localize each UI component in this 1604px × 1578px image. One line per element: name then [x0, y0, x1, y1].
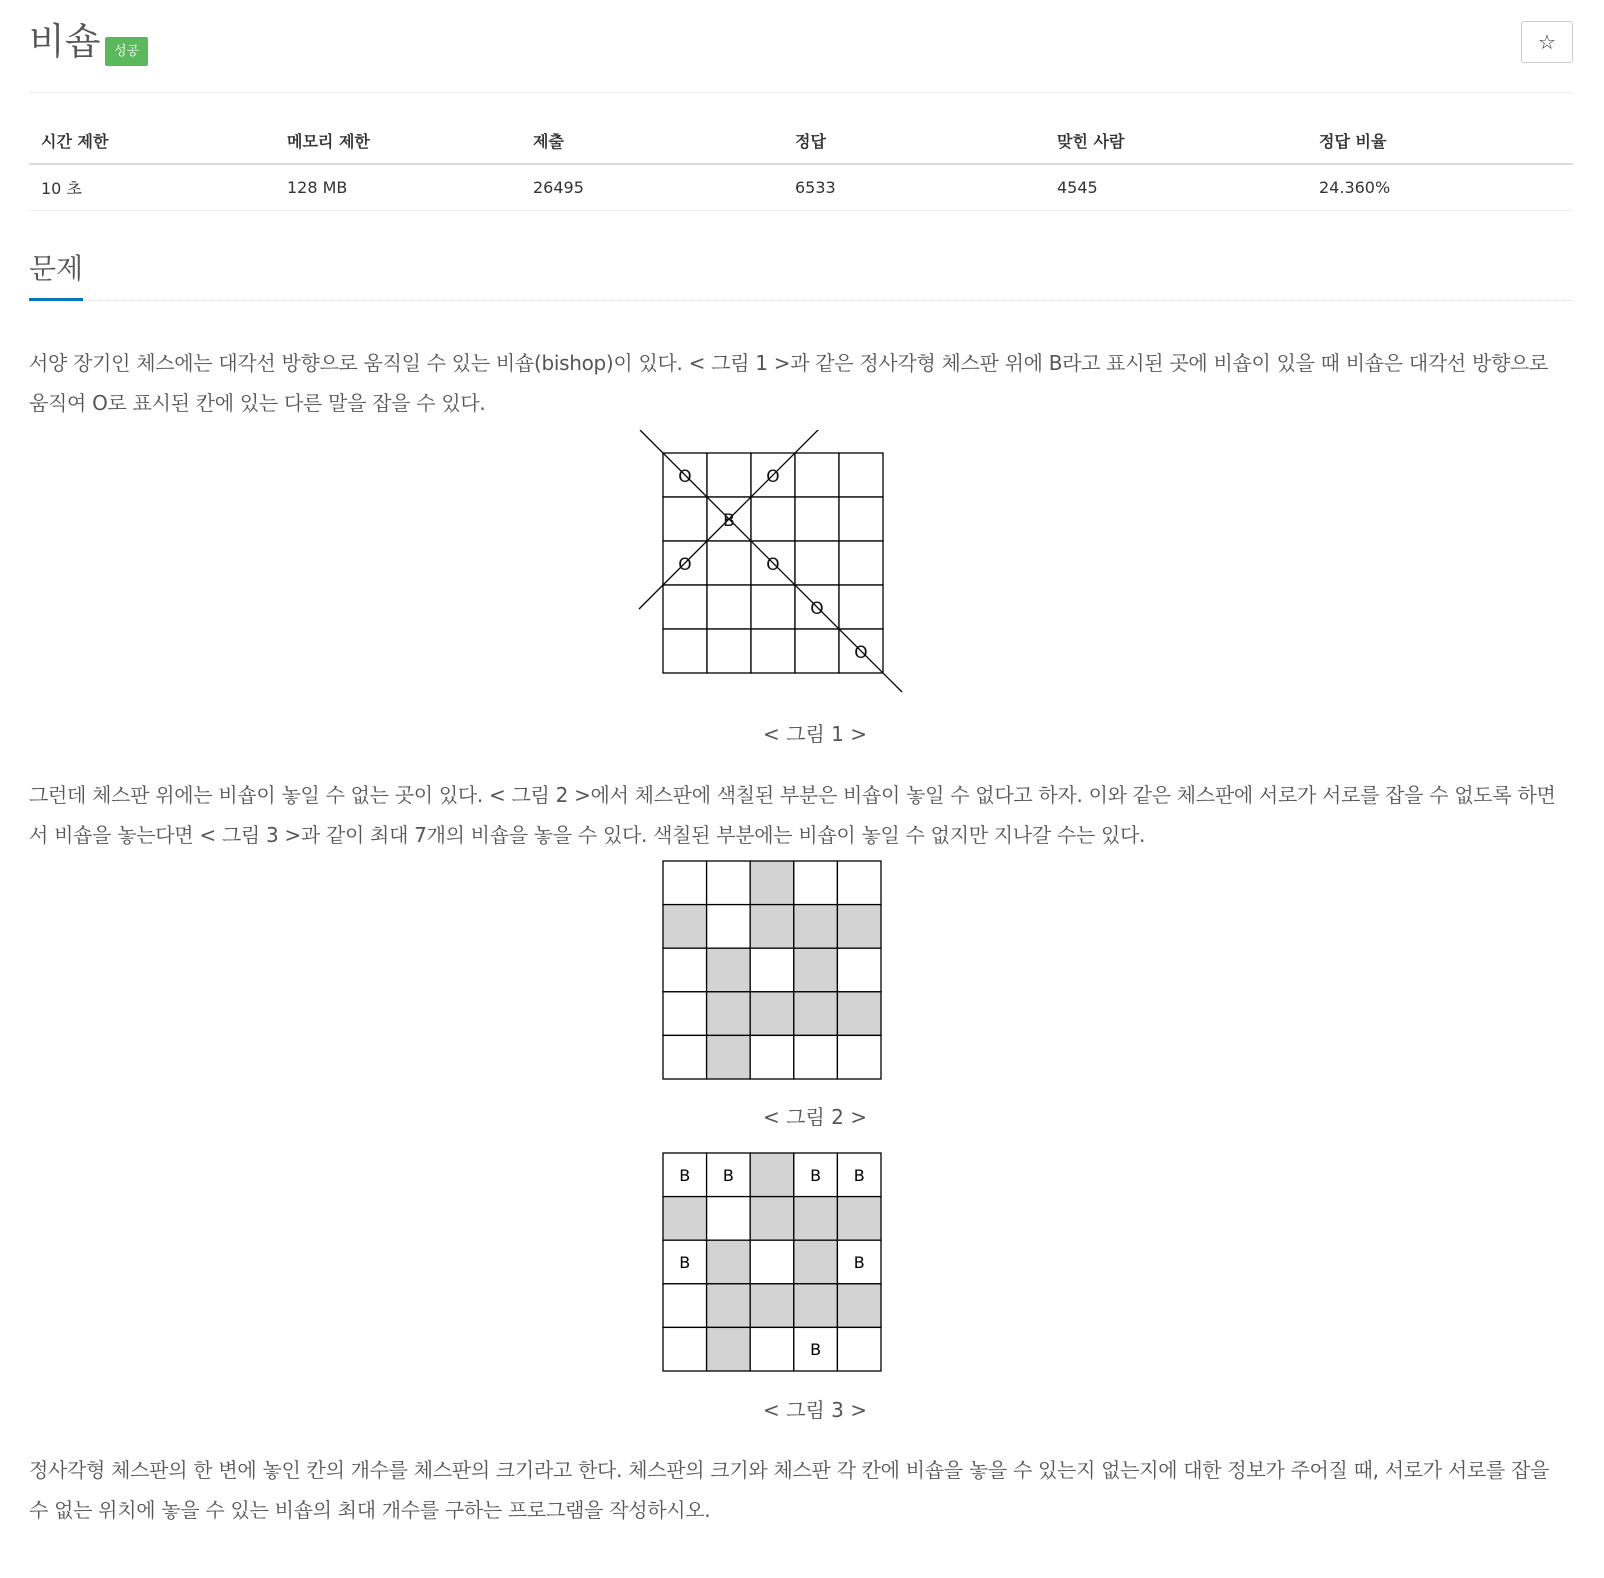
figure-3-chessboard: [662, 1152, 884, 1372]
board-cell: [750, 1284, 794, 1328]
board-cell: [663, 1035, 707, 1079]
header-accepted: 정답: [783, 118, 1045, 164]
star-button[interactable]: [1521, 21, 1573, 63]
info-header-row: [29, 118, 1573, 164]
header-accept-ratio: 정답 비율: [1307, 118, 1573, 164]
header-submissions: 제출: [521, 118, 783, 164]
board-cell: [750, 1240, 794, 1284]
board-cell: [663, 629, 707, 673]
capture-mark: O: [810, 599, 824, 619]
info-value-row: [29, 164, 1573, 211]
board-cell: [707, 585, 751, 629]
board-cell: [707, 905, 751, 949]
board-cell: [795, 453, 839, 497]
board-cell: [663, 992, 707, 1036]
board-cell: [751, 497, 795, 541]
value-time-limit: 10 초: [29, 164, 275, 211]
problem-paragraph-1: 서양 장기인 체스에는 대각선 방향으로 움직일 수 있는 비숍(bishop)이 있다. < 그림 1 >과 같은 정사각형 체스판 위에 B라고 표시된 곳에 비숍이 있을 때 비숍은 대각선 방향으로 움직여 O로 표시된 칸에 있는 다른 말을 잡을 수 있다.: [29, 351, 1549, 415]
bishop-mark: B: [810, 1165, 822, 1185]
board-cell: [794, 1284, 838, 1328]
problem-paragraph-2: 그런데 체스판 위에는 비숍이 놓일 수 없는 곳이 있다. < 그림 2 >에서 체스판에 색칠된 부분은 비숍이 놓일 수 없다고 하자. 이와 같은 체스판에 서로가 서로를 잡을 수 없도록 하면서 비숍을 놓는다면 < 그림 3 >과 같이 최대 7개의 비숍을 놓을 수 있다. 색칠된 부분에는 비숍이 놓일 수 없지만 지나갈 수는 있다.: [29, 783, 1556, 847]
board-cell: [750, 992, 794, 1036]
board-cell: [707, 1197, 751, 1241]
board-cell: [663, 948, 707, 992]
board-cell: [794, 861, 838, 905]
board-cell: [794, 948, 838, 992]
board-cell: [837, 1197, 881, 1241]
bishop-mark: B: [679, 1165, 691, 1185]
bishop-mark: B: [810, 1340, 822, 1360]
header-time-limit: 시간 제한: [29, 118, 275, 164]
capture-mark: O: [854, 643, 868, 663]
board-cell: [794, 1035, 838, 1079]
capture-mark: O: [678, 467, 692, 487]
value-submissions: 26495: [521, 164, 783, 211]
capture-mark: O: [678, 555, 692, 575]
board-cell: [750, 1153, 794, 1197]
board-cell: [794, 905, 838, 949]
value-memory-limit: 128 MB: [275, 164, 521, 211]
board-cell: [839, 541, 883, 585]
board-cell: [751, 585, 795, 629]
board-cell: [750, 1327, 794, 1371]
section-title: 문제: [29, 250, 83, 301]
board-cell: [663, 1327, 707, 1371]
board-cell: [839, 497, 883, 541]
figure-3-caption: < 그림 3 >: [763, 1398, 867, 1422]
board-cell: [663, 861, 707, 905]
board-cell: [837, 992, 881, 1036]
status-badge: 성공: [105, 37, 148, 66]
bishop-mark: B: [723, 511, 735, 531]
board-cell: [750, 905, 794, 949]
problem-page: [29, 0, 1573, 1522]
board-cell: [837, 1327, 881, 1371]
board-cell: [795, 497, 839, 541]
board-cell: [707, 629, 751, 673]
problem-paragraph-3: 정사각형 체스판의 한 변에 놓인 칸의 개수를 체스판의 크기라고 한다. 체스판의 크기와 체스판 각 칸에 비숍을 놓을 수 있는지 없는지에 대한 정보가 주어질 때, 서로가 서로를 잡을 수 없는 위치에 놓을 수 있는 비숍의 최대 개수를 구하는 프로그램을 작성하시오.: [29, 1458, 1550, 1522]
board-cell: [794, 992, 838, 1036]
figure-2-caption: < 그림 2 >: [763, 1105, 867, 1129]
board-cell: [794, 1240, 838, 1284]
board-cell: [751, 629, 795, 673]
board-cell: [707, 541, 751, 585]
capture-mark: O: [766, 467, 780, 487]
board-cell: [707, 453, 751, 497]
board-cell: [663, 497, 707, 541]
value-accepted: 6533: [783, 164, 1045, 211]
header-solvers: 맞힌 사람: [1045, 118, 1307, 164]
bishop-mark: B: [679, 1253, 691, 1272]
section-header-problem: [29, 250, 1573, 301]
board-cell: [837, 1284, 881, 1328]
figure-2-chessboard: [662, 860, 884, 1080]
bishop-mark: B: [853, 1253, 865, 1272]
board-cell: [707, 861, 751, 905]
board-cell: [663, 1284, 707, 1328]
value-accept-ratio: 24.360%: [1307, 164, 1573, 211]
board-cell: [750, 1035, 794, 1079]
board-cell: [707, 1327, 751, 1371]
board-cell: [707, 1240, 751, 1284]
problem-info-table: [29, 118, 1573, 211]
figure-1-chessboard: [638, 430, 918, 700]
board-cell: [707, 992, 751, 1036]
board-cell: [795, 541, 839, 585]
board-cell: [750, 948, 794, 992]
header-memory-limit: 메모리 제한: [275, 118, 521, 164]
board-cell: [707, 1284, 751, 1328]
problem-title: 비숍: [29, 20, 101, 63]
board-cell: [663, 905, 707, 949]
capture-mark: O: [766, 555, 780, 575]
figure-1-caption: < 그림 1 >: [763, 722, 867, 746]
board-cell: [837, 1035, 881, 1079]
title-row: [29, 0, 1573, 93]
star-icon: ☆: [1538, 30, 1556, 54]
board-cell: [794, 1197, 838, 1241]
board-cell: [750, 1197, 794, 1241]
board-cell: [839, 585, 883, 629]
board-cell: [663, 585, 707, 629]
board-cell: [839, 453, 883, 497]
board-cell: [837, 861, 881, 905]
board-cell: [837, 905, 881, 949]
board-cell: [795, 629, 839, 673]
board-cell: [750, 861, 794, 905]
board-cell: [707, 1035, 751, 1079]
board-cell: [663, 1197, 707, 1241]
bishop-mark: B: [853, 1165, 865, 1185]
bishop-mark: B: [722, 1165, 734, 1185]
board-cell: [707, 948, 751, 992]
board-cell: [837, 948, 881, 992]
value-solvers: 4545: [1045, 164, 1307, 211]
